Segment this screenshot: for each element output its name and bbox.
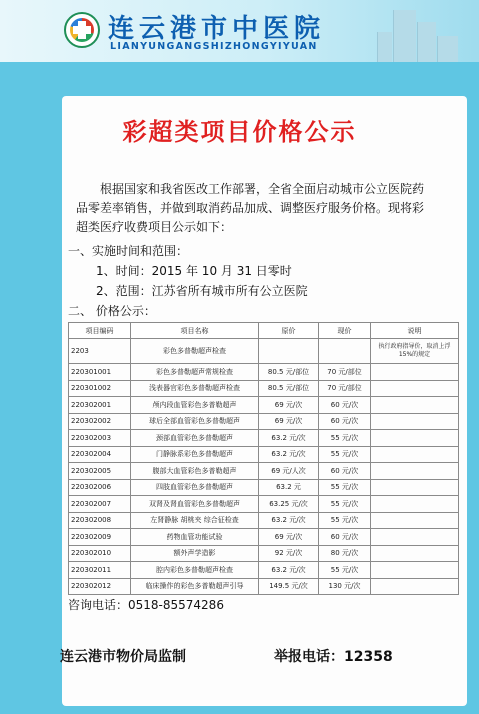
hospital-pinyin: LIANYUNGANGSHIZHONGYIYUAN <box>110 41 318 52</box>
table-cell: 220302009 <box>69 529 131 546</box>
table-cell: 69 元/人次 <box>259 463 319 480</box>
section2-heading: 二、 价格公示： <box>68 304 156 318</box>
table-cell: 55 元/次 <box>319 496 371 513</box>
table-cell: 220302010 <box>69 545 131 562</box>
implementation-scope: 2、范围：江苏省所有城市所有公立医院 <box>96 284 308 298</box>
table-cell: 腹部大血管彩色多普勒超声 <box>131 463 259 480</box>
column-header: 项目名称 <box>131 323 259 339</box>
table-cell <box>371 479 459 496</box>
price-table-body <box>69 339 459 595</box>
table-cell: 60 元/次 <box>319 413 371 430</box>
table-row <box>69 545 459 562</box>
table-row <box>69 397 459 414</box>
table-cell: 80.5 元/部位 <box>259 364 319 381</box>
table-cell: 腔内彩色多普勒超声检查 <box>131 562 259 579</box>
table-cell: 130 元/次 <box>319 578 371 595</box>
table-cell <box>371 463 459 480</box>
hospital-header <box>0 0 479 62</box>
table-row <box>69 463 459 480</box>
table-cell: 55 元/次 <box>319 512 371 529</box>
footer <box>60 646 470 666</box>
table-row <box>69 529 459 546</box>
intro-paragraph: 根据国家和我省医改工作部署，全省全面启动城市公立医院药品零差率销售，并做到取消药品加成、调整医疗服务价格。现将彩超类医疗收费项目公示如下： <box>76 182 425 234</box>
table-cell: 60 元/次 <box>319 463 371 480</box>
table-cell: 69 元/次 <box>259 413 319 430</box>
table-cell <box>371 496 459 513</box>
notice-title: 彩超类项目价格公示 <box>122 118 357 146</box>
table-cell: 220302007 <box>69 496 131 513</box>
table-cell <box>371 413 459 430</box>
table-cell <box>319 339 371 364</box>
hospital-name: 连云港市中医院 <box>108 14 326 44</box>
table-cell: 临床操作的彩色多普勒超声引导 <box>131 578 259 595</box>
table-cell: 92 元/次 <box>259 545 319 562</box>
table-cell: 220302005 <box>69 463 131 480</box>
table-cell: 55 元/次 <box>319 446 371 463</box>
section1-heading: 一、实施时间和范围： <box>68 244 189 258</box>
table-cell: 四肢血管彩色多普勒超声 <box>131 479 259 496</box>
table-cell: 220302006 <box>69 479 131 496</box>
table-cell: 球后全部血管彩色多普勒超声 <box>131 413 259 430</box>
table-cell: 220302003 <box>69 430 131 447</box>
table-row <box>69 512 459 529</box>
table-cell: 220302011 <box>69 562 131 579</box>
table-cell: 70 元/部位 <box>319 380 371 397</box>
hospital-building-icon <box>371 4 461 62</box>
table-cell: 69 元/次 <box>259 397 319 414</box>
table-cell: 2203 <box>69 339 131 364</box>
table-cell: 彩色多普勒超声检查 <box>131 339 259 364</box>
table-row <box>69 413 459 430</box>
table-row <box>69 562 459 579</box>
table-row <box>69 496 459 513</box>
table-cell <box>371 529 459 546</box>
table-cell: 60 元/次 <box>319 529 371 546</box>
table-cell <box>371 562 459 579</box>
table-row <box>69 446 459 463</box>
table-cell: 220302001 <box>69 397 131 414</box>
table-cell: 彩色多普勒超声常规检查 <box>131 364 259 381</box>
table-cell: 左肾静脉 胡桃夹 综合征检查 <box>131 512 259 529</box>
table-cell <box>371 512 459 529</box>
table-cell: 颅内段血管彩色多普勒超声 <box>131 397 259 414</box>
supervisor-label: 连云港市物价局监制 <box>60 649 186 665</box>
table-cell <box>371 545 459 562</box>
implementation-time: 1、时间：2015 年 10 月 31 日零时 <box>96 264 292 278</box>
table-row <box>69 430 459 447</box>
table-row <box>69 479 459 496</box>
table-cell: 颈部血管彩色多普勒超声 <box>131 430 259 447</box>
price-table <box>68 322 459 595</box>
table-cell: 63.2 元/次 <box>259 430 319 447</box>
table-cell: 执行政府指导价，取消上浮 15%的规定 <box>371 339 459 364</box>
table-cell: 220302004 <box>69 446 131 463</box>
table-cell: 门静脉系彩色多普勒超声 <box>131 446 259 463</box>
table-cell: 双肾及肾血管彩色多普勒超声 <box>131 496 259 513</box>
table-row <box>69 364 459 381</box>
table-cell: 浅表器官彩色多普勒超声检查 <box>131 380 259 397</box>
table-cell: 药物血管功能试验 <box>131 529 259 546</box>
table-cell <box>371 397 459 414</box>
table-cell: 220302002 <box>69 413 131 430</box>
table-cell: 220301001 <box>69 364 131 381</box>
table-row <box>69 380 459 397</box>
table-cell <box>371 380 459 397</box>
table-row <box>69 339 459 364</box>
table-cell <box>371 578 459 595</box>
table-cell: 80 元/次 <box>319 545 371 562</box>
table-cell <box>371 446 459 463</box>
table-cell: 149.5 元/次 <box>259 578 319 595</box>
column-header: 原价 <box>259 323 319 339</box>
table-cell: 63.2 元/次 <box>259 446 319 463</box>
report-phone: 举报电话：12358 <box>274 649 393 665</box>
table-cell: 63.25 元/次 <box>259 496 319 513</box>
column-header: 说明 <box>371 323 459 339</box>
table-row <box>69 578 459 595</box>
table-cell <box>371 364 459 381</box>
table-cell: 63.2 元 <box>259 479 319 496</box>
table-cell: 80.5 元/部位 <box>259 380 319 397</box>
hospital-logo-icon <box>64 12 100 48</box>
table-cell <box>371 430 459 447</box>
table-cell <box>259 339 319 364</box>
table-cell: 60 元/次 <box>319 397 371 414</box>
table-cell: 额外声学造影 <box>131 545 259 562</box>
column-header: 项目编码 <box>69 323 131 339</box>
table-header-row <box>69 323 459 339</box>
column-header: 现价 <box>319 323 371 339</box>
table-cell: 70 元/部位 <box>319 364 371 381</box>
table-cell: 55 元/次 <box>319 430 371 447</box>
consult-phone: 咨询电话：0518-85574286 <box>68 598 224 612</box>
table-cell: 63.2 元/次 <box>259 562 319 579</box>
table-cell: 220302012 <box>69 578 131 595</box>
table-cell: 220302008 <box>69 512 131 529</box>
table-cell: 55 元/次 <box>319 562 371 579</box>
table-cell: 55 元/次 <box>319 479 371 496</box>
table-cell: 63.2 元/次 <box>259 512 319 529</box>
table-cell: 69 元/次 <box>259 529 319 546</box>
table-cell: 220301002 <box>69 380 131 397</box>
